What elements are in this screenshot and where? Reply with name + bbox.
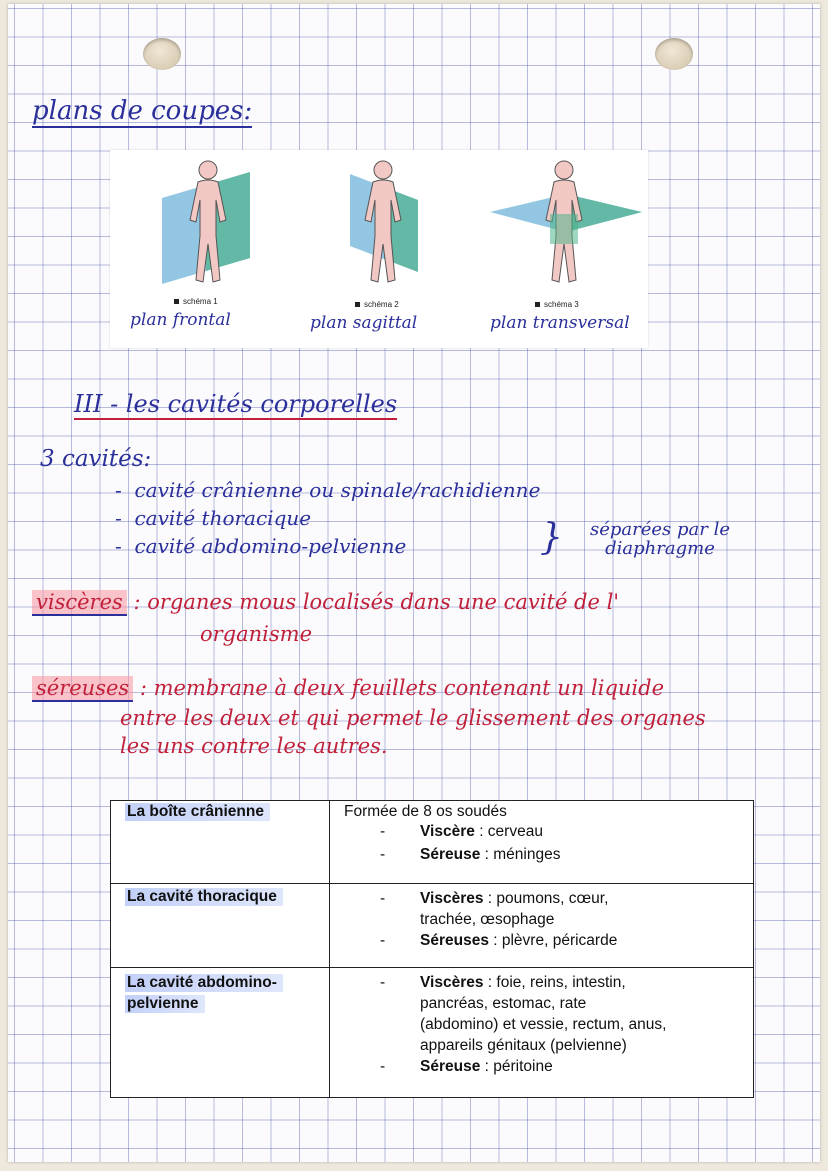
visceres-definition-cont: organisme — [200, 622, 313, 646]
row-header: La cavité thoracique — [125, 888, 283, 906]
frontal-plane-label: plan frontal — [130, 310, 231, 330]
cavity-item-cranial: - cavité crânienne ou spinale/rachidienne — [115, 478, 541, 502]
sagittal-plane-label: plan sagittal — [310, 313, 418, 333]
schema-3-caption: schéma 3 — [535, 300, 579, 309]
cell-line-cont: (abdomino) et vessie, rectum, anus, — [420, 1016, 667, 1033]
cell-line-cont: trachée, œsophage — [420, 911, 555, 928]
schema-1-caption: schéma 1 — [174, 297, 218, 306]
cell-line-cont: appareils génitaux (pelvienne) — [420, 1037, 627, 1054]
sereuses-definition: séreuses : membrane à deux feuillets contenant un liquide — [32, 676, 664, 700]
cutting-planes-figure — [110, 150, 648, 348]
cell-line-cont: pancréas, estomac, rate — [420, 995, 587, 1012]
page-heading: plans de coupes: — [32, 96, 253, 126]
brace-note: séparées par le diaphragme — [589, 519, 730, 559]
cell-lead: Formée de 8 os soudés — [344, 803, 507, 820]
sagittal-plane-diagram — [350, 161, 418, 282]
row-header: La cavité abdomino- — [125, 974, 283, 992]
visceres-definition: viscères : organes mous localisés dans une cavité de l' — [32, 590, 619, 614]
table-row: La boîte crânienne Formée de 8 os soudés - Viscère : cerveau - Séreuse : méninges — [111, 801, 753, 883]
table-row: La cavité thoracique - Viscères : poumons, cœur, trachée, œsophage - Séreuses : plèvre, péricarde — [111, 883, 753, 968]
cell-line: Viscères : poumons, cœur, — [420, 890, 609, 907]
transversal-plane-label: plan transversal — [490, 313, 630, 333]
cavity-item-thoracic: - cavité thoracique — [115, 506, 312, 530]
cavities-intro: 3 cavités: — [40, 446, 152, 472]
punch-hole-left — [143, 38, 181, 70]
sereuses-term: séreuses — [32, 676, 133, 702]
punch-hole-right — [655, 38, 693, 70]
cell-line: Séreuse : méninges — [420, 846, 561, 863]
sereuses-definition-line3: les uns contre les autres. — [120, 734, 388, 758]
schema-2-caption: schéma 2 — [355, 300, 399, 309]
section-title: III - les cavités corporelles — [74, 390, 398, 418]
cell-line: Séreuse : péritoine — [420, 1058, 553, 1075]
cell-line: Séreuses : plèvre, péricarde — [420, 932, 618, 949]
cavities-table — [110, 800, 754, 1098]
transverse-plane-diagram — [490, 161, 642, 282]
row-header-cont: pelvienne — [125, 995, 205, 1013]
visceres-term: viscères — [32, 590, 127, 616]
cavity-item-abdominopelvic: - cavité abdomino-pelvienne — [115, 534, 407, 558]
sereuses-definition-line2: entre les deux et qui permet le glissement des organes — [120, 706, 706, 730]
cell-line: Viscères : foie, reins, intestin, — [420, 974, 626, 991]
frontal-plane-diagram — [162, 161, 250, 284]
table-row: La cavité abdomino- pelvienne - Viscères : foie, reins, intestin, pancréas, estomac, rate (abdomino) et vessie, rectum, anus, appareils génitaux (pelvienne) - Séreuse : péritoine — [111, 967, 753, 1098]
cell-line: Viscère : cerveau — [420, 823, 543, 840]
brace-symbol: } — [540, 517, 563, 558]
row-header: La boîte crânienne — [125, 803, 270, 821]
